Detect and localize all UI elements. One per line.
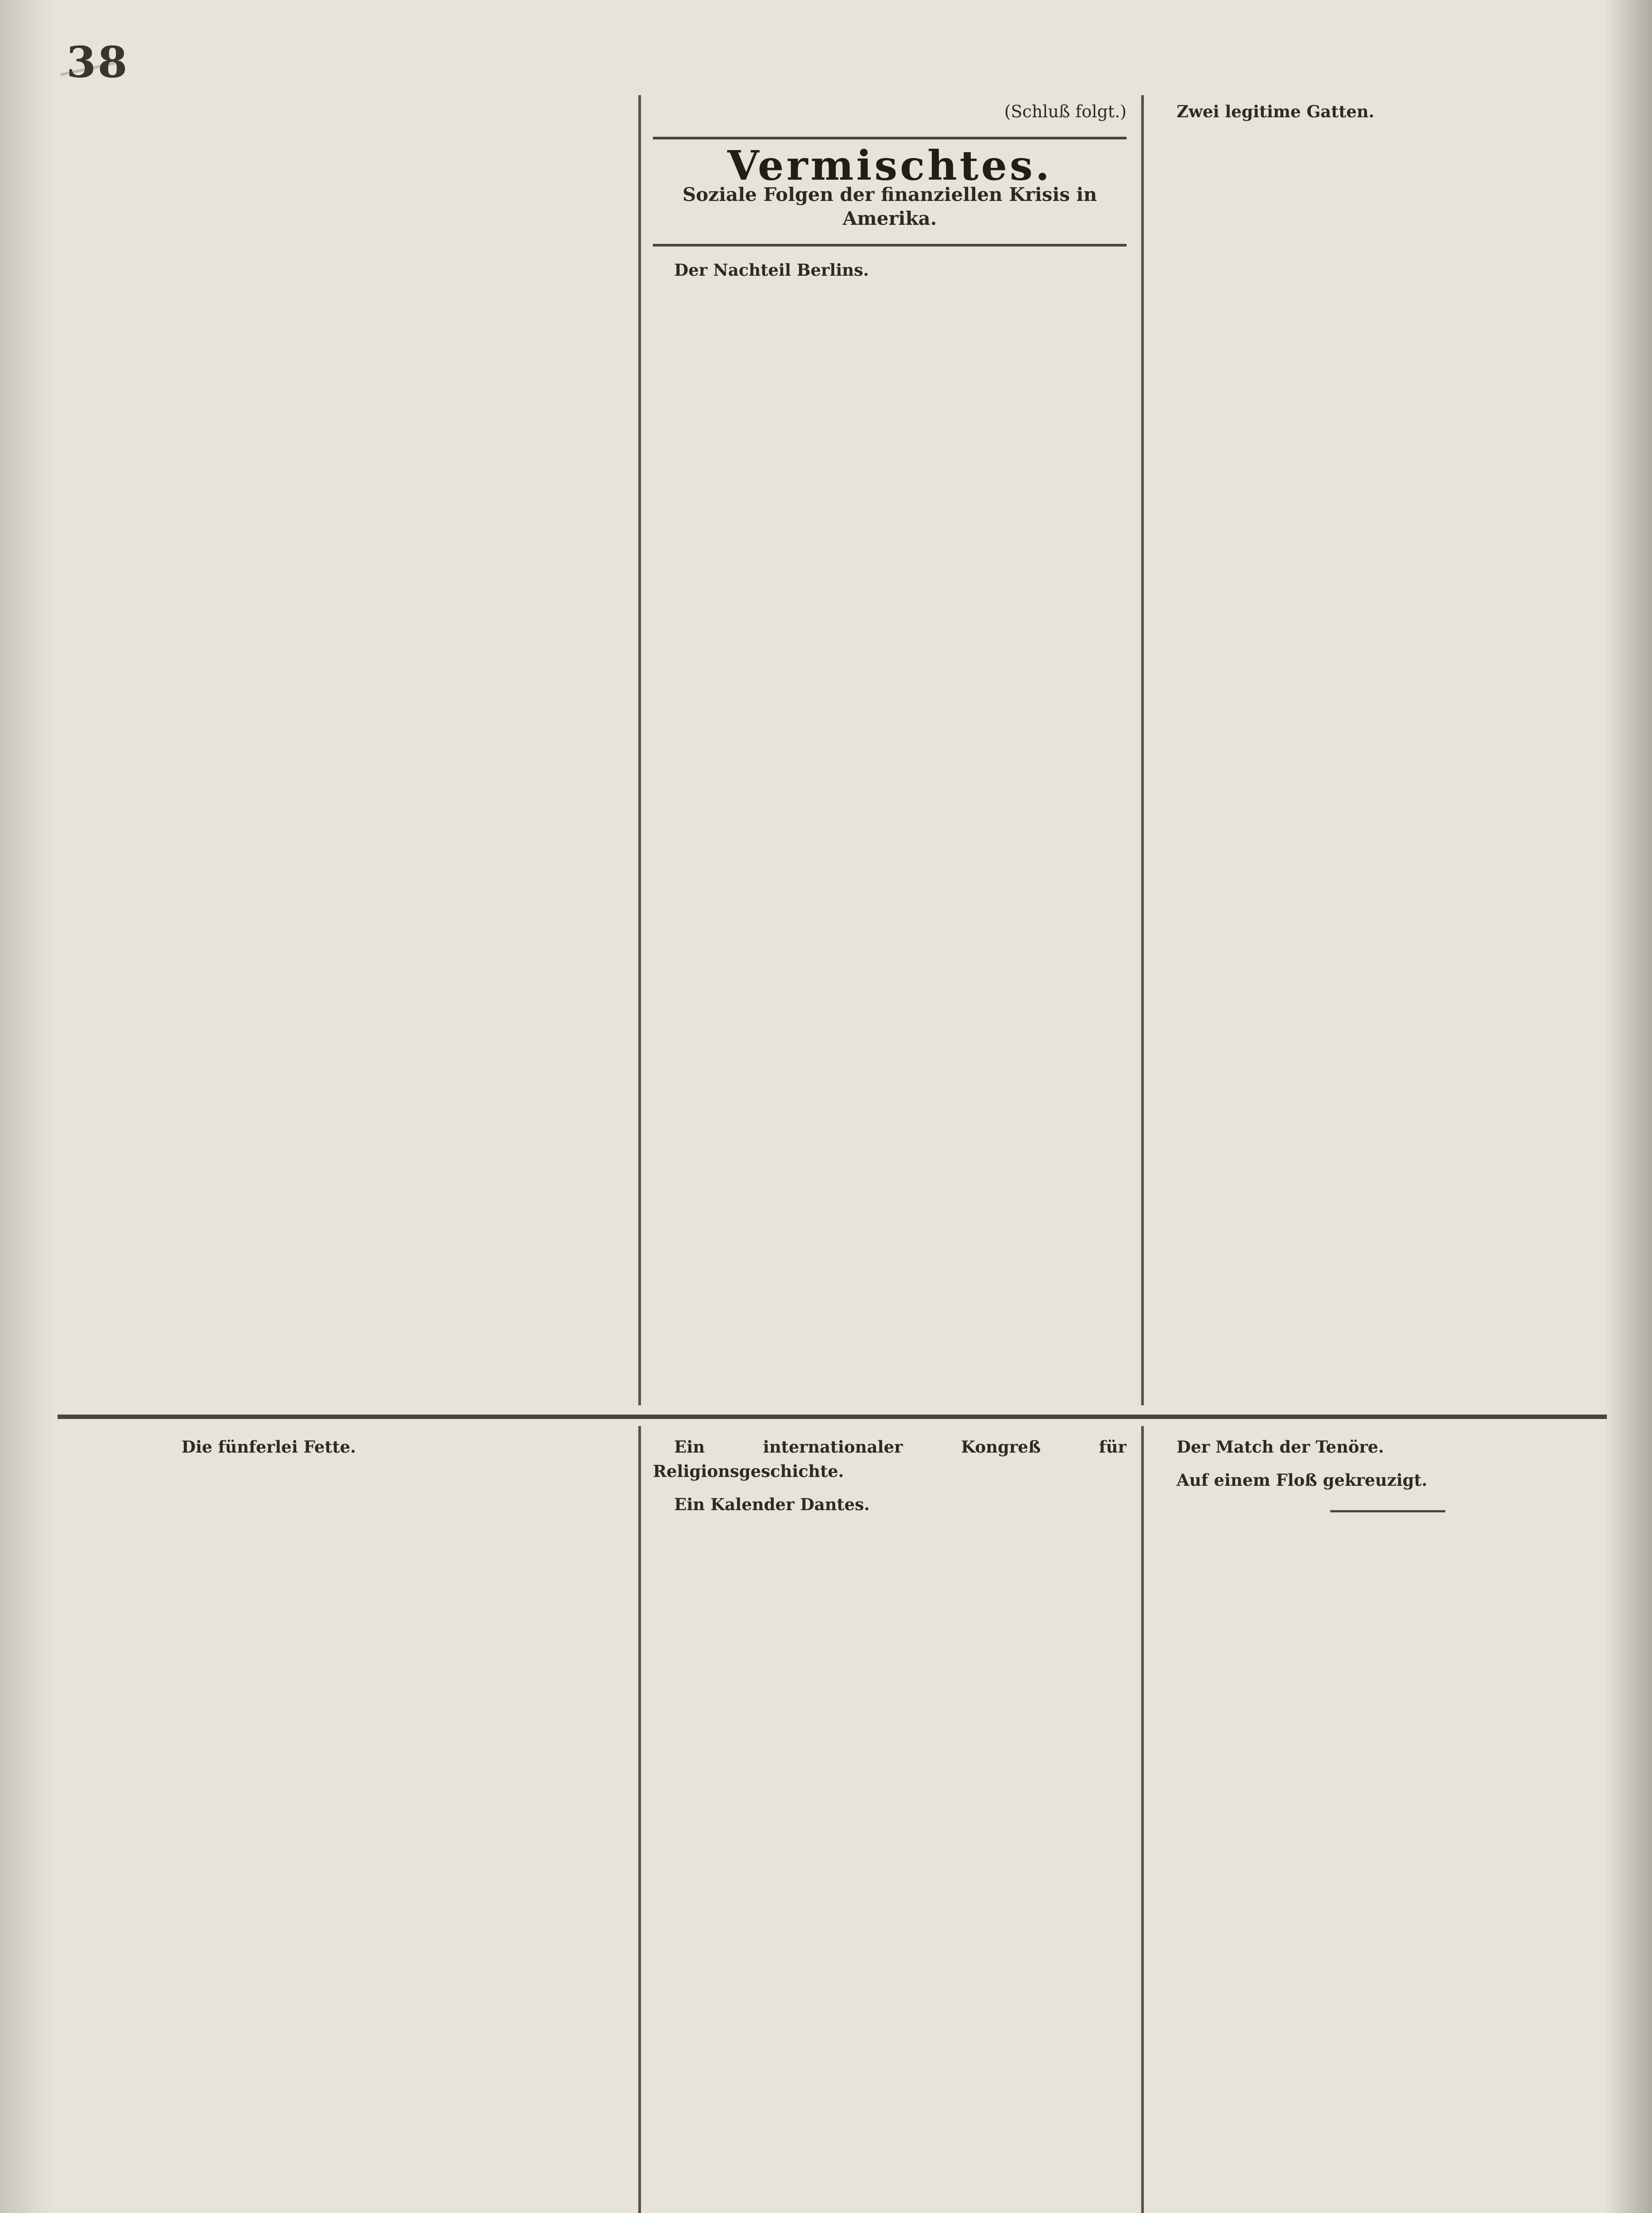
top-column-3 <box>1155 91 1620 1403</box>
page-number: 38 <box>66 37 129 87</box>
article-lead: Ein Kalender Dantes. <box>674 1495 870 1514</box>
article-lead: Auf einem Floß gekreuzigt. <box>1177 1470 1428 1490</box>
paragraph <box>653 258 1127 282</box>
paragraph <box>1155 1435 1620 1459</box>
article-title: Soziale Folgen der finanziellen Krisis in Amerika. <box>682 184 1097 229</box>
paragraph <box>1155 1468 1620 1492</box>
bottom-column-1 <box>160 1426 625 2213</box>
section-box <box>653 137 1127 247</box>
column-rule-top-right <box>1141 95 1144 1405</box>
continued-note: (Schluß folgt.) <box>1004 102 1127 121</box>
paragraph <box>160 1435 625 1459</box>
section-title: Vermischtes. <box>727 142 1052 189</box>
paragraph <box>1155 100 1620 124</box>
column-rule-top-left <box>638 95 641 1405</box>
page-edge-shadow <box>0 0 53 2213</box>
horizontal-rule <box>58 1415 1607 1419</box>
article-lead: Der Nachteil Berlins. <box>674 260 869 280</box>
top-column-1 <box>160 91 625 1403</box>
column-rule-bottom-left <box>638 1426 641 2213</box>
article-lead: Ein internationaler Kongreß für Religionsgeschichte. <box>653 1437 1127 1481</box>
column-rule-bottom-right <box>1141 1426 1144 2213</box>
article-lead: Zwei legitime Gatten. <box>1177 102 1374 121</box>
bottom-column-2 <box>653 1426 1127 2213</box>
top-column-2 <box>653 91 1127 1403</box>
paragraph <box>653 1435 1127 1484</box>
paragraph <box>653 1492 1127 1517</box>
article-lead: Der Match der Tenöre. <box>1177 1437 1384 1457</box>
end-rule <box>1330 1510 1445 1512</box>
article-lead: Die fünferlei Fette. <box>181 1437 356 1457</box>
bottom-column-3 <box>1155 1426 1620 2213</box>
